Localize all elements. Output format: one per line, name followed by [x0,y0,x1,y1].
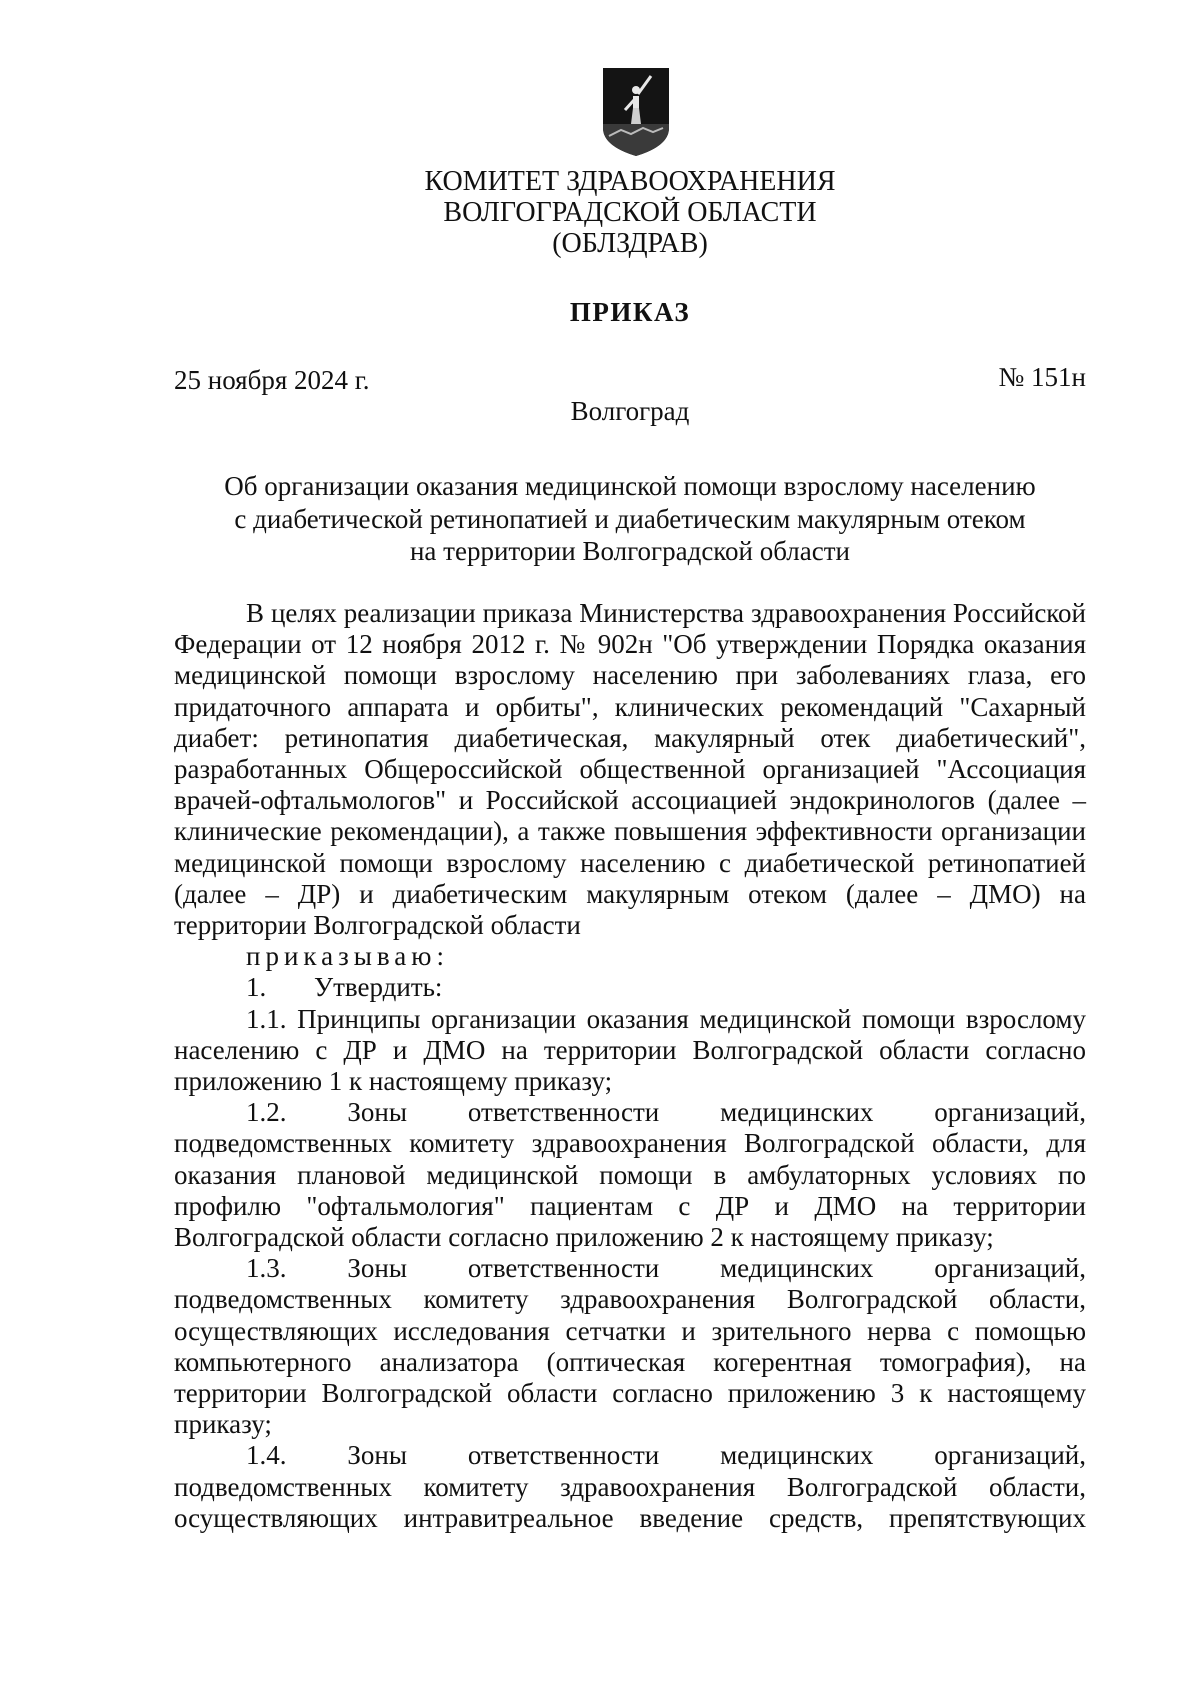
order-title [174,470,1086,568]
item-1-text: Утвердить: [314,972,443,1003]
order-body [174,598,1086,1534]
item-1-3: 1.3. Зоны ответственности медицинских организаций, подведомственных комитету здравоохранения Волгоградской области, осуществляющих исследования сетчатки и зрительного нерва с помощью компьютерного анализатора (оптическая когерентная томография), на территории Волгоградской области согласно приложению 3 к настоящему приказу; [174,1253,1086,1440]
order-date: 25 ноября 2024 г. [174,365,370,395]
item-1-1: 1.1. Принципы организации оказания медицинской помощи взрослому населению с ДР и ДМО на территории Волгоградской области согласно приложению 1 к настоящему приказу; [174,1003,1086,1097]
title-line-3: на территории Волгоградской области [409,536,850,566]
volgograd-coat-of-arms-emblem [601,66,671,158]
org-line-2: ВОЛГОГРАДСКОЙ ОБЛАСТИ [443,197,817,228]
item-1 [174,972,1086,1003]
order-city: Волгоград [570,396,690,426]
item-1-2: 1.2. Зоны ответственности медицинских организаций, подведомственных комитету здравоохранения Волгоградской области, для оказания плановой медицинской помощи в амбулаторных условиях по профилю "офтальмология" пациентам с ДР и ДМО на территории Волгоградской области согласно приложению 2 к настоящему приказу; [174,1097,1086,1253]
item-1-4: 1.4. Зоны ответственности медицинских организаций, подведомственных комитету здравоохранения Волгоградской области, осуществляющих интравитреальное введение средств, препятствующих [174,1440,1086,1533]
org-line-1: КОМИТЕТ ЗДРАВООХРАНЕНИЯ [424,166,836,197]
preamble-paragraph: В целях реализации приказа Министерства здравоохранения Российской Федерации от 12 ноября 2012 г. № 902н "Об утверждении Порядка оказания медицинской помощи взрослому населению при заболеваниях глаза, его придаточного аппарата и орбиты", клинических рекомендаций "Сахарный диабет: ретинопатия диабетическая, макулярный отек диабетический", разработанных Общероссийской общественной организацией "Ассоциация врачей-офтальмологов" и Российской ассоциацией эндокринологов (далее – клинические рекомендации), а также повышения эффективности организации медицинской помощи взрослому населению с диабетической ретинопатией (далее – ДР) и диабетическим макулярным отеком (далее – ДМО) на территории Волгоградской области [174,598,1086,941]
document-type-heading: ПРИКАЗ [569,297,691,327]
organization-name [300,166,960,259]
item-1-number: 1. [246,972,267,1003]
title-line-1: Об организации оказания медицинской помощи взрослому населению [224,471,1036,501]
title-line-2: с диабетической ретинопатией и диабетическим макулярным отеком [234,503,1026,534]
order-directive: приказываю: [246,941,449,972]
order-number: № 151н [998,362,1086,392]
org-line-3: (ОБЛЗДРАВ) [552,228,708,259]
